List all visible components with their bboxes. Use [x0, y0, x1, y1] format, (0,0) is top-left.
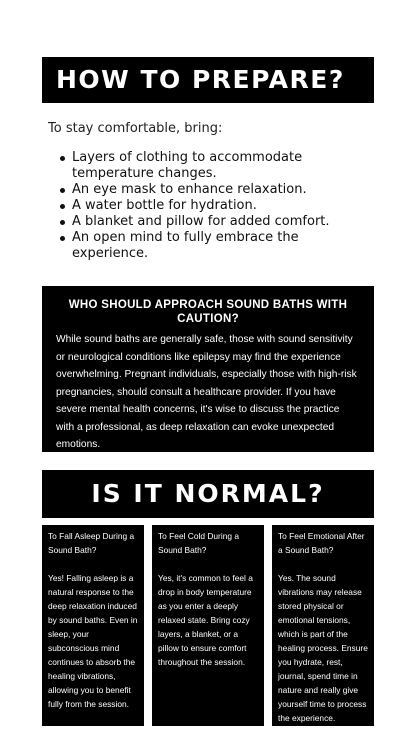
caution-title: WHO SHOULD APPROACH SOUND BATHS WITH CAUTION? — [68, 299, 348, 325]
card-answer: Yes. The sound vibrations may release stored physical or emotional tensions, which is part of the healing process. Ensure you hydrate, rest, journal, spend time in nature and really give yourself time to process the experience. — [278, 573, 368, 723]
card-answer: Yes, it's common to feel a drop in body temperature as you enter a deeply relaxed state. Bring cozy layers, a blanket, or a pillow to ensure comfort throughout the session. — [158, 573, 253, 667]
card-answer: Yes! Falling asleep is a natural response to the deep relaxation induced by sound baths. Even in sleep, your subconscious mind continues to absorb the healing vibrations, allowing you to benefit fully from the session. — [48, 573, 138, 709]
prepare-list — [58, 150, 374, 262]
list-item: An open mind to fully embrace the experience. — [58, 230, 374, 262]
list-item: Layers of clothing to accommodate temperature changes. — [58, 150, 374, 182]
faq-card-fall-asleep — [42, 525, 144, 726]
prepare-intro: To stay comfortable, bring: — [48, 121, 223, 136]
card-question: To Fall Asleep During a Sound Bath? — [48, 531, 135, 555]
how-to-prepare-heading: HOW TO PREPARE? — [42, 57, 374, 103]
caution-body: While sound baths are generally safe, those with sound sensitivity or neurological conditions like epilepsy may find the experience overwhelming. Pregnant individuals, especially those with high-risk pregnancies, should consult a healthcare provider. If you have severe mental health concerns, it's wise to discuss the practice with a professional, as deep relaxation can evoke unexpected emotions. — [56, 334, 357, 450]
card-question: To Feel Cold During a Sound Bath? — [158, 531, 239, 555]
caution-panel — [42, 286, 374, 452]
faq-card-feel-emotional — [272, 525, 374, 726]
list-item: A blanket and pillow for added comfort. — [58, 214, 374, 230]
is-it-normal-heading: IS IT NORMAL? — [42, 470, 374, 518]
faq-card-feel-cold — [152, 525, 264, 726]
list-item: An eye mask to enhance relaxation. — [58, 182, 374, 198]
list-item: A water bottle for hydration. — [58, 198, 374, 214]
card-question: To Feel Emotional After a Sound Bath? — [278, 531, 365, 555]
